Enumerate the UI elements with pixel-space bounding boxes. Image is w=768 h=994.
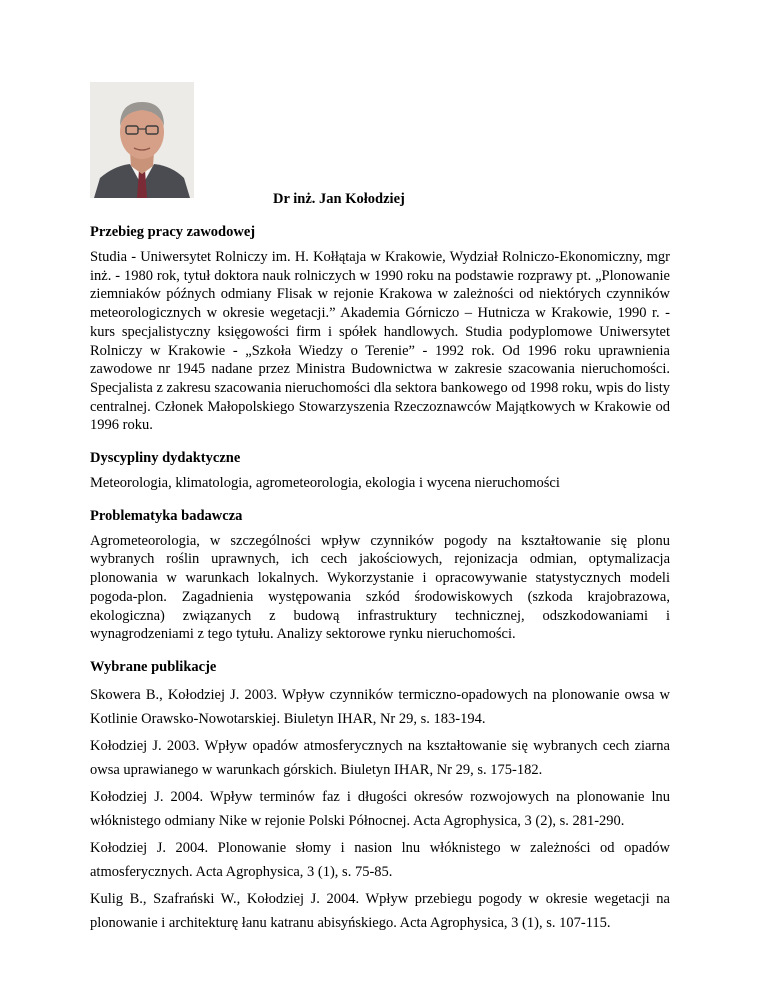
career-heading: Przebieg pracy zawodowej — [90, 224, 256, 240]
publication-item: Skowera B., Kołodziej J. 2003. Wpływ czynników termiczno-opadowych na plonowanie owsa w Kotlinie Orawsko-Nowotarskiej. Biuletyn IHAR, Nr 29, s. 183-194. — [90, 686, 670, 727]
person-name: Dr inż. Jan Kołodziej — [273, 191, 405, 207]
publications-heading: Wybrane publikacje — [90, 658, 217, 675]
publication-item: Kołodziej J. 2004. Plonowanie słomy i nasion lnu włóknistego w zależności od opadów atmosferycznych. Acta Agrophysica, 3 (1), s. 75-85. — [90, 839, 670, 880]
biography-content — [90, 222, 670, 935]
research-heading: Problematyka badawcza — [90, 507, 243, 524]
research-text: Agrometeorologia, w szczególności wpływ czynników pogody na kształtowanie się plonu wybranych roślin uprawnych, ich cech jakościowych, rejonizacja odmian, optymalizacja plonowania w warunkach lokalnych. Wykorzystanie i opracowywanie statystycznych modeli pogoda-plon. Zagadnienia występowania szkód środowiskowych (szkoda krajobrazowa, ekologiczna) związanych z budową infrastruktury technicznej, odszkodowaniami i wynagrodzeniami z tego tytułu. Analizy sektorowe rynku nieruchomości. — [90, 532, 670, 643]
publication-item: Kołodziej J. 2004. Wpływ terminów faz i długości okresów rozwojowych na plonowanie lnu włóknistego odmiany Nike w rejonie Polski Północnej. Acta Agrophysica, 3 (2), s. 281-290. — [90, 788, 670, 829]
disciplines-text: Meteorologia, klimatologia, agrometeorologia, ekologia i wycena nieruchomości — [90, 475, 560, 492]
career-text: Studia - Uniwersytet Rolniczy im. H. Kołłątaja w Krakowie, Wydział Rolniczo-Ekonomiczny, mgr inż. - 1980 rok, tytuł doktora nauk rolniczych w 1990 roku na podstawie rozprawy pt. „Plonowanie ziemniaków późnych odmiany Flisak w rejonie Krakowa w zależności od niektórych czynników meteorologicznych w okresie wegetacji.” Akademia Górniczo – Hutnicza w Krakowie, 1990 r. - kurs specjalistyczny księgowości firm i spółek handlowych. Studia podyplomowe Uniwersytet Rolniczy w Krakowie - „Szkoła Wiedzy o Terenie” - 1992 rok. Od 1996 roku uprawnienia zawodowe nr 1945 nadane przez Ministra Budownictwa w zakresie szacowania nieruchomości. Specjalista z zakresu szacowania nieruchomości dla sektora bankowego od 1998 roku, wpis do listy centralnej. Członek Małopolskiego Stowarzyszenia Rzeczoznawców Majątkowych w Krakowie od 1996 roku. — [90, 249, 670, 434]
portrait-photo — [90, 82, 194, 198]
publication-item: Kołodziej J. 2003. Wpływ opadów atmosferycznych na kształtowanie się wybranych cech ziarna owsa uprawianego w warunkach górskich. Biuletyn IHAR, Nr 29, s. 175-182. — [90, 737, 670, 778]
publication-item: Kulig B., Szafrański W., Kołodziej J. 2004. Wpływ przebiegu pogody w okresie wegetacji na plonowanie i architekturę łanu katranu abisyńskiego. Acta Agrophysica, 3 (1), s. 107-115. — [90, 890, 670, 931]
disciplines-heading: Dyscypliny dydaktyczne — [90, 450, 241, 467]
